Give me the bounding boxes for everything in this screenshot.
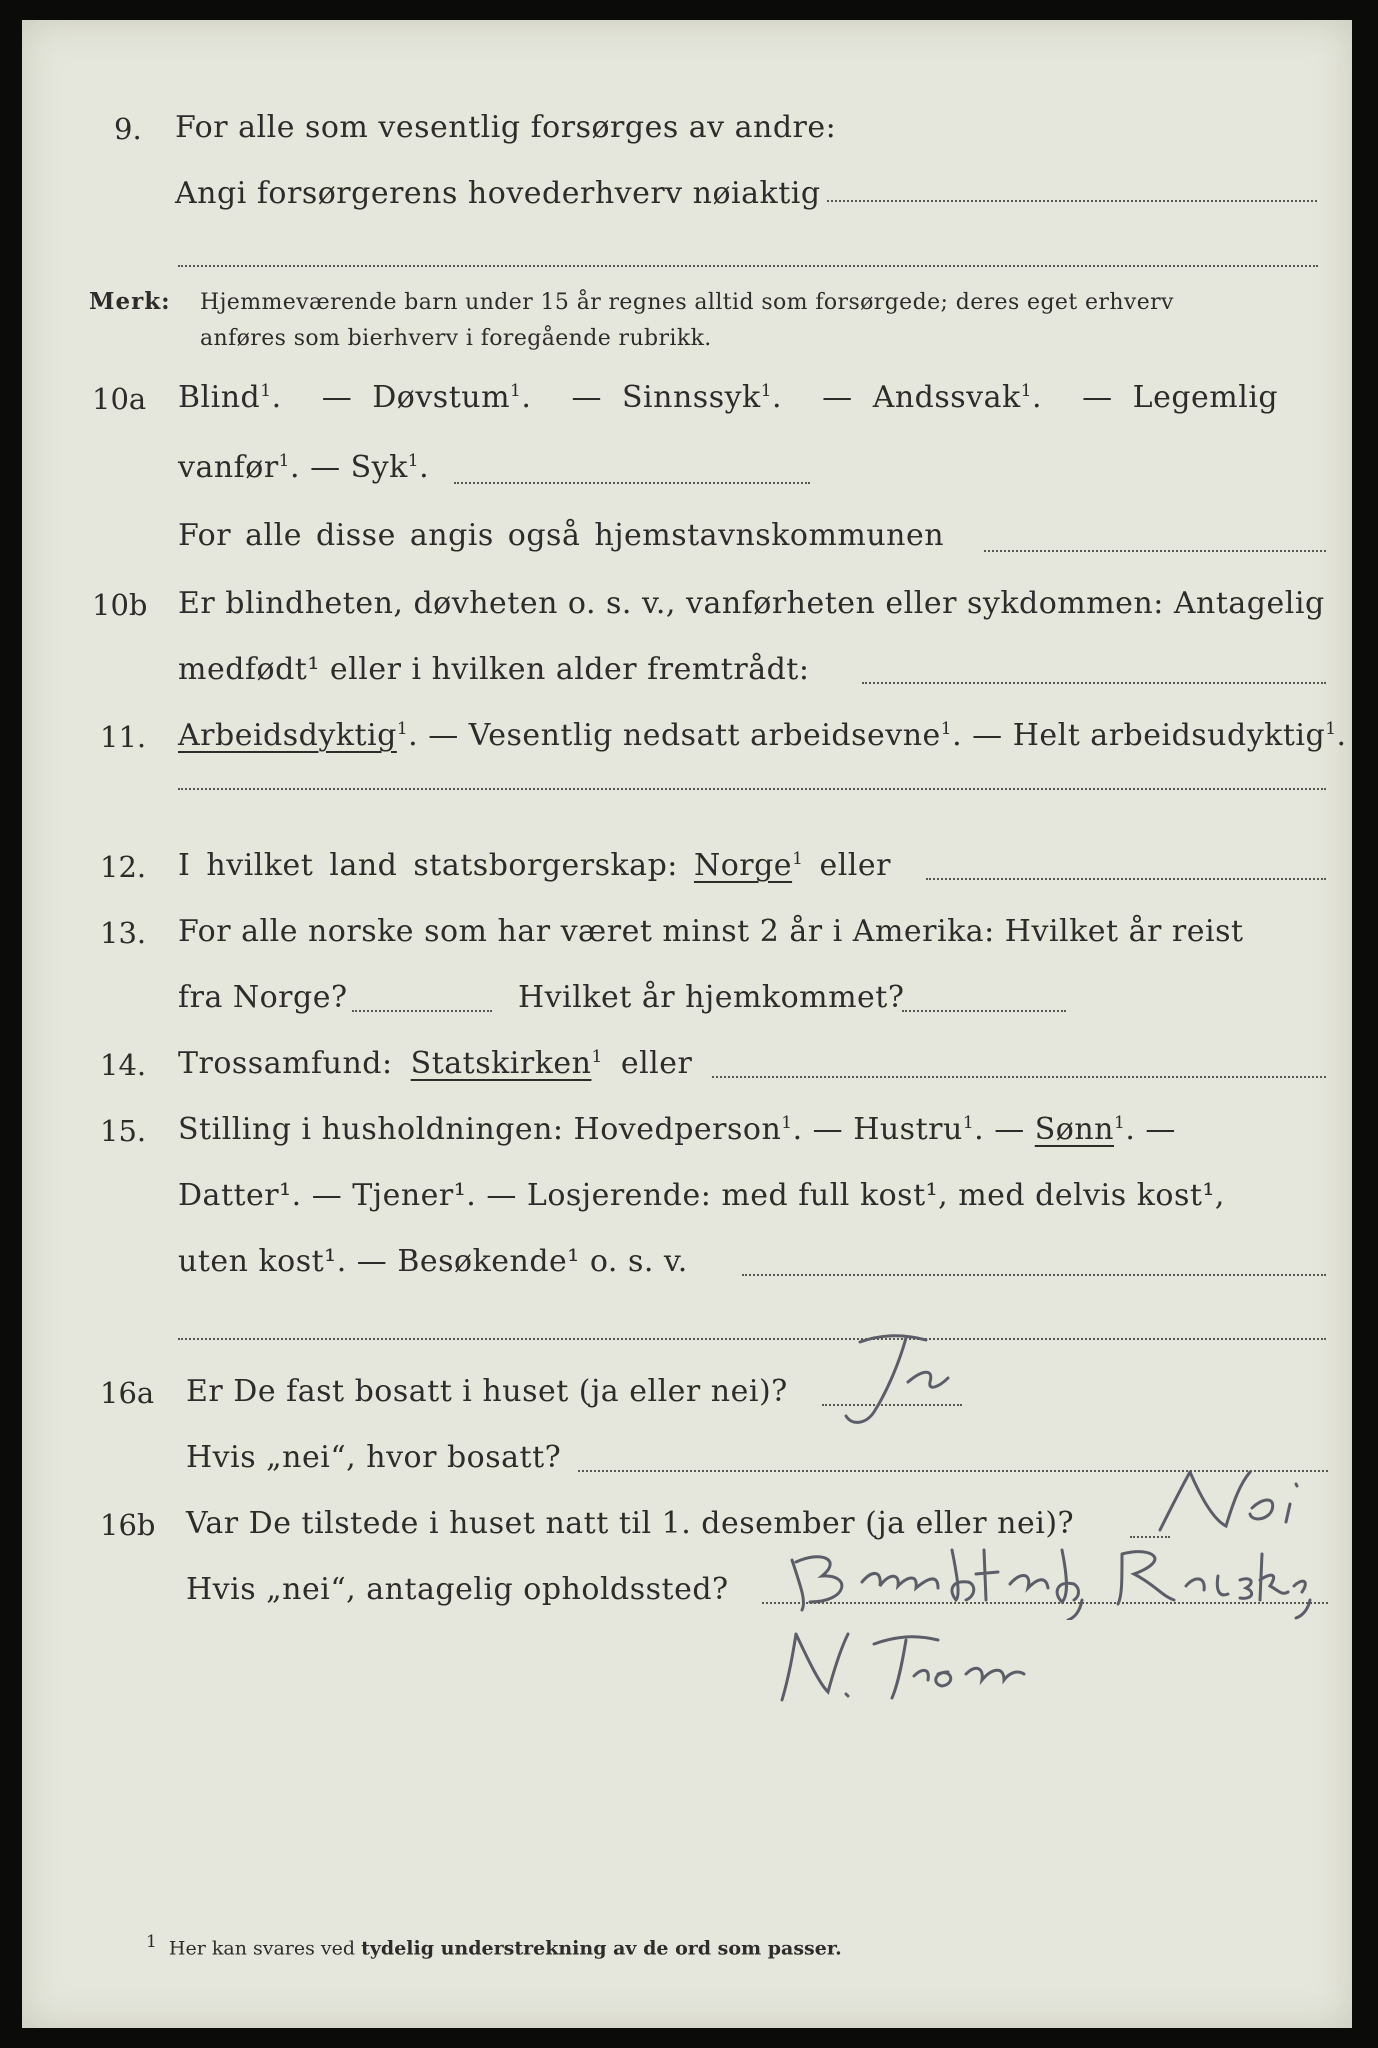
footnote-mark: 1 — [760, 381, 773, 401]
q16b-handwritten-answer — [1140, 1460, 1340, 1540]
q15-number: 15. — [100, 1114, 147, 1148]
q11-number: 11. — [100, 720, 147, 754]
q10a-line1: Blind$^1$. — Døvstum$^1$. — Sinnssyk$^1$. — Andssvak$^1$. — Legemlig — [178, 380, 1279, 415]
footnote-mark: 1 — [396, 719, 409, 739]
q10a-fill-line — [454, 482, 810, 484]
footnote — [146, 1932, 842, 1959]
q16b-number: 16b — [100, 1508, 156, 1542]
q12-number: 12. — [100, 850, 147, 884]
q15-hustru: . — Hustru — [792, 1112, 963, 1147]
q10a-number: 10a — [92, 382, 147, 416]
q16a-line2: Hvis „nei“, hvor bosatt? — [186, 1440, 562, 1475]
q13-number: 13. — [100, 916, 147, 950]
footnote-mark: 1 — [781, 1113, 793, 1133]
q10b-number: 10b — [92, 588, 148, 622]
q16a-handwritten-answer — [812, 1320, 972, 1440]
footnote-mark: 1 — [510, 381, 522, 401]
q12-fill-line — [926, 878, 1326, 880]
q11-nedsatt: . — Vesentlig nedsatt arbeidsevne — [408, 718, 941, 753]
q15-line2: Datter¹. — Tjener¹. — Losjerende: med full kost¹, med delvis kost¹, — [178, 1178, 1225, 1213]
q10b-line1: Er blindheten, døvheten o. s. v., vanførheten eller sykdommen: Antagelig — [178, 586, 1325, 621]
q10a-sinnssyk: — Sinnssyk — [571, 380, 761, 415]
q14-fill-line — [712, 1076, 1326, 1078]
footnote-mark: 1 — [591, 1047, 603, 1067]
q10a-legemlig: — Legemlig — [1082, 380, 1279, 415]
q16a-line1: Er De fast bosatt i huset (ja eller nei)? — [186, 1374, 788, 1409]
q10a-dovstum: — Døvstum — [321, 380, 511, 415]
q14-question: Trossamfund: — [178, 1046, 393, 1081]
q10a-andssvak: — Andssvak — [822, 380, 1021, 415]
q16a-number: 16a — [100, 1376, 155, 1410]
q15-fill-line — [742, 1274, 1326, 1276]
q11-arbeidsdyktig-underlined: Arbeidsdyktig — [178, 718, 397, 753]
q14-statskirken-underlined: Statskirken — [410, 1046, 592, 1081]
footnote-mark: 1 — [278, 451, 290, 471]
q15-fill-line-2 — [178, 1338, 1326, 1340]
q11-line: Arbeidsdyktig$^1$. — Vesentlig nedsatt arbeidsevne$^1$. — Helt arbeidsudyktig$^1$. — [178, 718, 1347, 753]
form-page — [22, 20, 1352, 2028]
merk-label: Merk: — [89, 288, 171, 315]
footnote-mark: 1 — [792, 849, 804, 869]
q16b-handwritten-place-2 — [762, 1620, 1042, 1710]
q9-line1: For alle som vesentlig forsørges av andre: — [175, 110, 837, 145]
footnote-mark: 1 — [940, 719, 953, 739]
q10b-line2: medfødt¹ eller i hvilken alder fremtrådt: — [178, 652, 810, 687]
q11-udyktig: . — Helt arbeidsudyktig — [952, 718, 1326, 753]
q9-line2: Angi forsørgerens hovederhverv nøiaktig — [175, 176, 821, 211]
q12-line — [178, 848, 891, 883]
q10a-syk: — Syk — [310, 450, 408, 485]
q10a-fill-line-2 — [984, 550, 1326, 552]
footnote-mark: 1 — [146, 1932, 157, 1952]
merk-line2: anføres som bierhverv i foregående rubrikk. — [200, 326, 712, 351]
q14-eller: eller — [620, 1046, 693, 1081]
q9-fill-line-2 — [178, 265, 1318, 267]
q13-fill-line-a — [352, 1010, 492, 1012]
q15-line1: Stilling i husholdningen: Hovedperson$^1$. — Hustru$^1$. — Sønn$^1$. — — [178, 1112, 1176, 1147]
footnote-mark: 1 — [1020, 381, 1033, 401]
q15-hovedperson: Stilling i husholdningen: Hovedperson — [178, 1112, 782, 1147]
q9-fill-line — [827, 200, 1317, 202]
footnote-text: Her kan svares ved — [168, 1937, 356, 1960]
q15-line3: uten kost¹. — Besøkende¹ o. s. v. — [178, 1244, 688, 1279]
q13-line2b: Hvilket år hjemkommet? — [518, 980, 905, 1015]
q16b-line1: Var De tilstede i huset natt til 1. desember (ja eller nei)? — [186, 1506, 1075, 1541]
q14-line — [178, 1046, 692, 1081]
q16b-line2: Hvis „nei“, antagelig opholdssted? — [186, 1572, 729, 1607]
q9-number: 9. — [114, 112, 142, 146]
q13-line2a: fra Norge? — [178, 980, 348, 1015]
q10a-blind: Blind — [178, 380, 261, 415]
merk-line1: Hjemmeværende barn under 15 år regnes alltid som forsørgede; deres eget erhverv — [200, 290, 1174, 315]
q12-eller: eller — [819, 848, 891, 883]
q16b-handwritten-place — [762, 1530, 1322, 1620]
q10b-fill-line — [862, 682, 1326, 684]
q13-fill-line-b — [902, 1010, 1066, 1012]
q12-question: I hvilket land statsborgerskap: — [178, 848, 678, 883]
footnote-mark: 1 — [1114, 1113, 1126, 1133]
q10a-line3: For alle disse angis også hjemstavnskommunen — [178, 518, 945, 553]
footnote-mark: 1 — [407, 451, 420, 471]
q11-fill-line — [178, 788, 1326, 790]
q10a-vanfor: vanfør — [178, 450, 279, 485]
footnote-mark: 1 — [962, 1113, 975, 1133]
footnote-mark: 1 — [260, 381, 272, 401]
q15-sonn-underlined: Sønn — [1034, 1112, 1115, 1147]
q14-number: 14. — [100, 1048, 147, 1082]
q12-norge-underlined: Norge — [693, 848, 793, 883]
footnote-mark: 1 — [1325, 719, 1337, 739]
q13-line1: For alle norske som har været minst 2 år i Amerika: Hvilket år reist — [178, 914, 1244, 949]
q10a-line2: vanfør$^1$. — Syk$^1$. — [178, 450, 430, 485]
footnote-bold-text: tydelig understrekning av de ord som passer. — [361, 1937, 842, 1960]
